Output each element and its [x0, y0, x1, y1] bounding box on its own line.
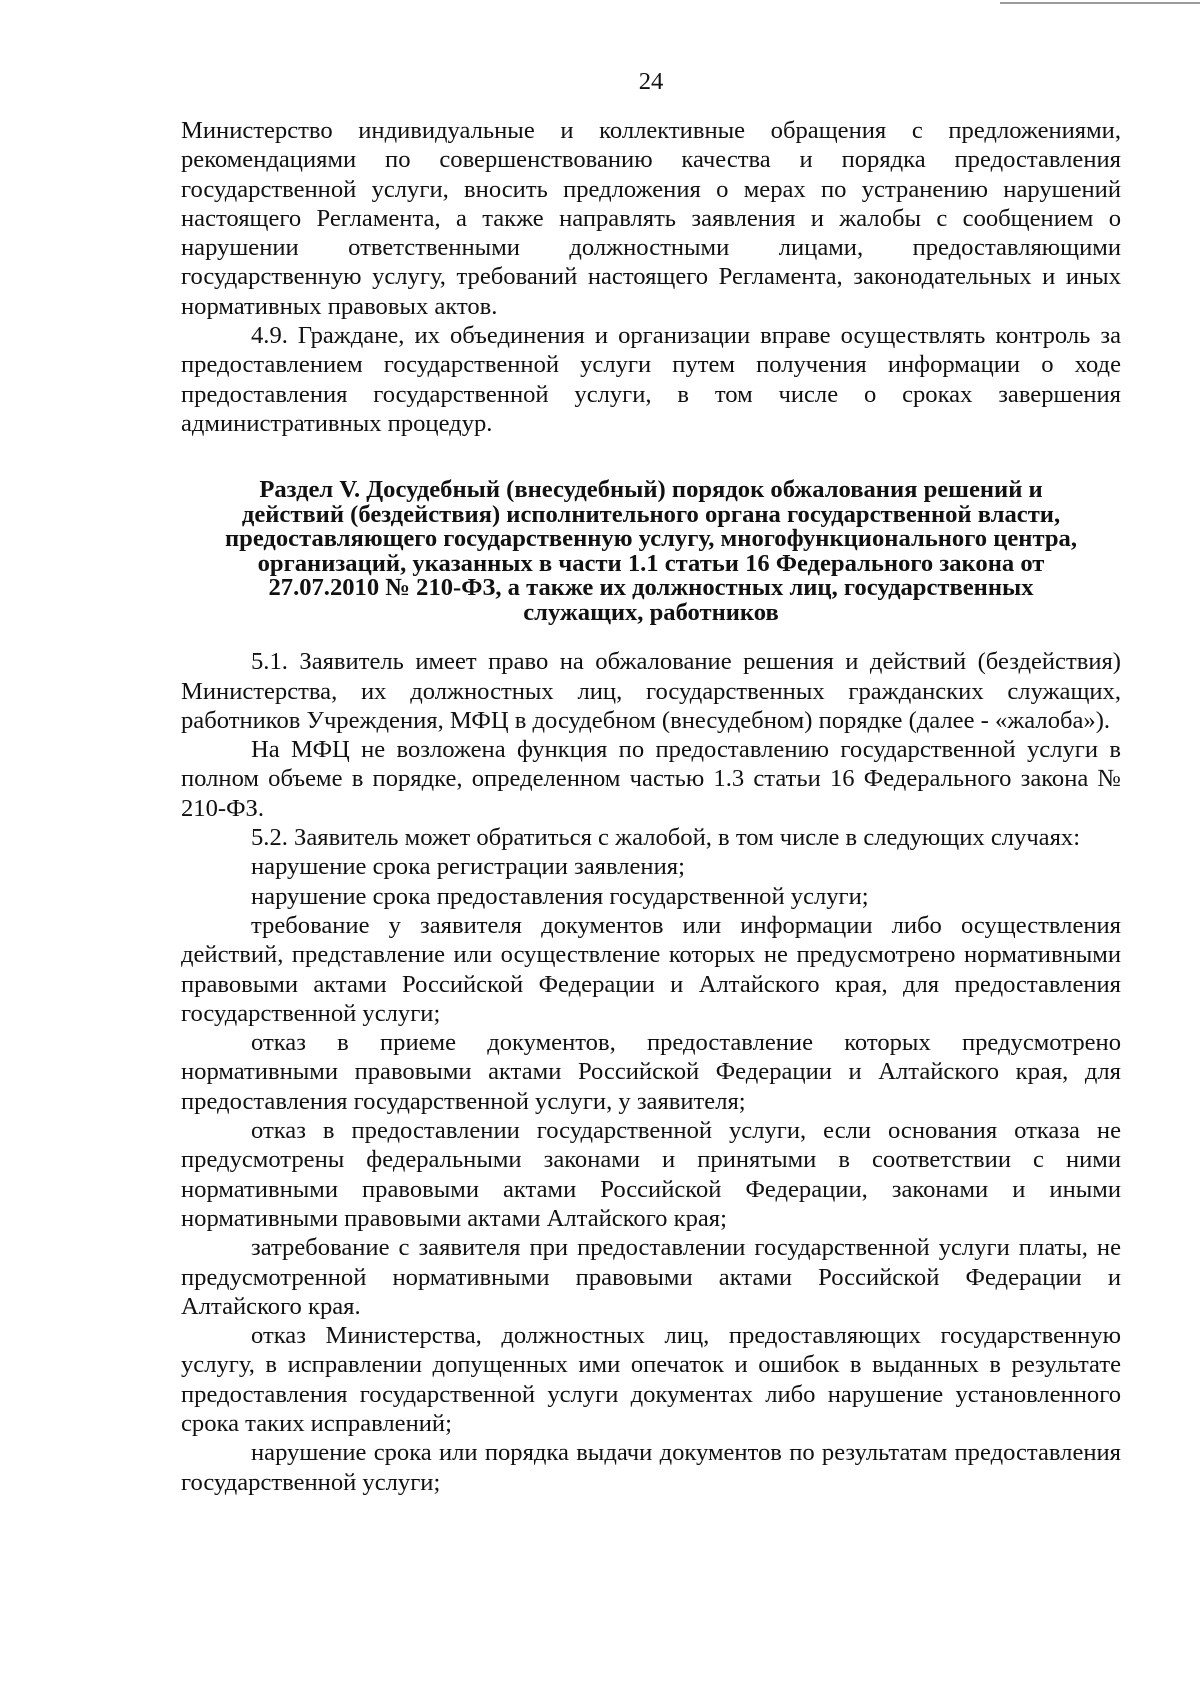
list-item: требование у заявителя документов или информации либо осуществления действий, представление или осуществление которых не предусмотрено нормативными правовыми актами Российской Федерации и Алтайского края, для предоставления государственной услуги; [181, 911, 1121, 1027]
page-number: 24 [638, 68, 664, 95]
list-item: нарушение срока или порядка выдачи документов по результатам предоставления государственной услуги; [181, 1439, 1121, 1496]
section-heading-line: действий (бездействия) исполнительного органа государственной власти, [241, 500, 1061, 528]
list-item: отказ Министерства, должностных лиц, предоставляющих государственную услугу, в исправлении допущенных ими опечаток и ошибок в выданных в результате предоставления государственной услуги документах либо нарушение установленного срока таких исправлений; [181, 1322, 1121, 1437]
paragraphs-before-heading [181, 116, 1121, 438]
paragraph: На МФЦ не возложена функция по предоставлению государственной услуги в полном объеме в порядке, определенном частью 1.3 статьи 16 Федерального закона № 210-ФЗ. [181, 736, 1121, 822]
list-item: нарушение срока предоставления государственной услуги; [251, 882, 869, 910]
paragraphs-after-heading [181, 647, 1121, 1497]
list-item: отказ в предоставлении государственной услуги, если основания отказа не предусмотрены федеральными законами и принятыми в соответствии с ними нормативными правовыми актами Российской Федерации, законами и иными нормативными правовыми актами Алтайского края; [181, 1117, 1121, 1232]
list-item: отказ в приеме документов, предоставление которых предусмотрено нормативными правовыми актами Российской Федерации и Алтайского края, для предоставления государственной услуги, у заявителя; [181, 1029, 1121, 1115]
list-item: нарушение срока регистрации заявления; [251, 853, 685, 881]
section-heading-line: Раздел V. Досудебный (внесудебный) порядок обжалования решений и [259, 476, 1043, 504]
paragraph-4-9: 4.9. Граждане, их объединения и организации вправе осуществлять контроль за предоставлением государственной услуги путем получения информации о ходе предоставления государственной услуги, в том числе о сроках завершения административных процедур. [181, 322, 1121, 437]
document-page [181, 0, 1121, 1497]
section-heading-line: 27.07.2010 № 210-ФЗ, а также их должностных лиц, государственных [268, 574, 1034, 602]
section-heading-line: служащих, работников [523, 598, 779, 626]
section-heading-line: предоставляющего государственную услугу, многофункционального центра, [224, 525, 1077, 553]
section-heading-line: организаций, указанных в части 1.1 статьи 16 Федерального закона от [257, 549, 1045, 577]
paragraph-5-2: 5.2. Заявитель может обратиться с жалобой, в том числе в следующих случаях: [251, 824, 1081, 852]
paragraph: Министерство индивидуальные и коллективные обращения с предложениями, рекомендациями по совершенствованию качества и порядка предоставления государственной услуги, вносить предложения о мерах по устранению нарушений настоящего Регламента, а также направлять заявления и жалобы с сообщением о нарушении ответственными должностными лицами, предоставляющими государственную услугу, требований настоящего Регламента, законодательных и иных нормативных правовых актов. [181, 117, 1121, 320]
section-heading [181, 478, 1121, 625]
list-item: затребование с заявителя при предоставлении государственной услуги платы, не предусмотренной нормативными правовыми актами Российской Федерации и Алтайского края. [181, 1234, 1121, 1320]
paragraph-5-1: 5.1. Заявитель имеет право на обжалование решения и действий (бездействия) Министерства, их должностных лиц, государственных гражданских служащих, работников Учреждения, МФЦ в досудебном (внесудебном) порядке (далее - «жалоба»). [181, 648, 1121, 734]
